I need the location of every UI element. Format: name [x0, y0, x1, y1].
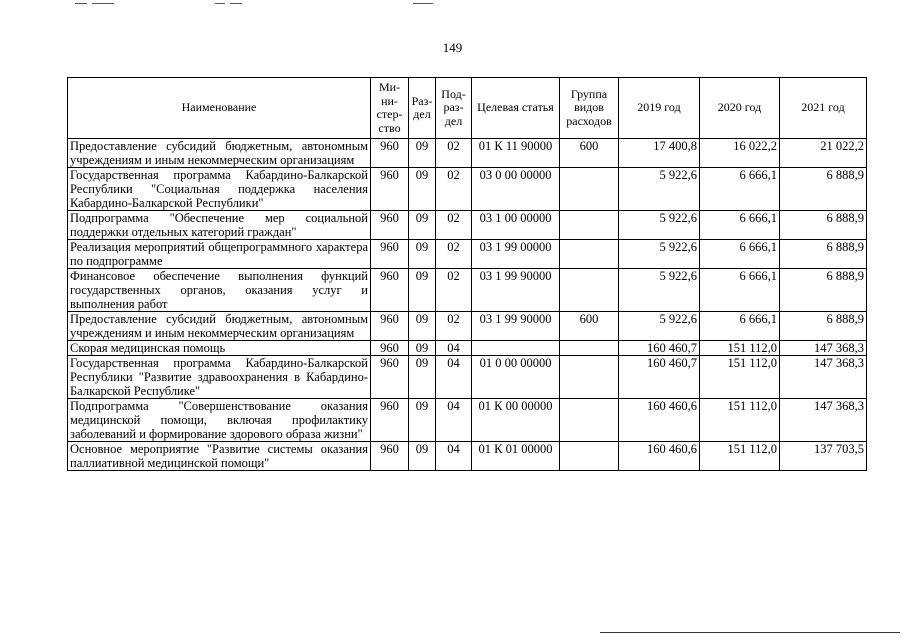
page-number: 149 [442, 40, 463, 55]
row-target-article: 03 1 99 00000 [472, 240, 560, 269]
row-value-2021: 6 888,9 [780, 312, 867, 341]
header-subsection: Под-раз-дел [436, 78, 472, 139]
row-name: Основное мероприятие "Развитие системы оказания паллиативной медицинской помощи" [68, 442, 371, 471]
row-value-2020: 16 022,2 [700, 139, 780, 168]
row-value-2021: 147 368,3 [780, 341, 867, 356]
row-target-article: 03 1 99 90000 [472, 269, 560, 312]
row-value-2021: 6 888,9 [780, 269, 867, 312]
row-name: Государственная программа Кабардино-Балкарской Республики "Развитие здравоохранения в Кабардино-Балкарской Республике" [68, 356, 371, 399]
header-section: Раз-дел [409, 78, 436, 139]
row-target-article: 03 0 00 00000 [472, 168, 560, 211]
header-ministry: Ми-ни-стер-ство [371, 78, 409, 139]
row-expense-group [560, 356, 619, 399]
row-target-article: 01 К 01 00000 [472, 442, 560, 471]
row-target-article: 01 К 00 00000 [472, 399, 560, 442]
row-subsection: 04 [436, 442, 472, 471]
row-value-2019: 160 460,6 [619, 399, 700, 442]
row-expense-group [560, 269, 619, 312]
row-subsection: 02 [436, 240, 472, 269]
table-row [68, 341, 867, 356]
row-value-2019: 160 460,7 [619, 356, 700, 399]
row-value-2021: 6 888,9 [780, 240, 867, 269]
row-expense-group: 600 [560, 312, 619, 341]
header-year-2019: 2019 год [619, 78, 700, 139]
row-ministry: 960 [371, 211, 409, 240]
row-ministry: 960 [371, 442, 409, 471]
row-name: Предоставление субсидий бюджетным, автономным учреждениям и иным некоммерческим организациям [68, 139, 371, 168]
row-expense-group [560, 399, 619, 442]
row-section: 09 [409, 139, 436, 168]
row-name: Скорая медицинская помощь [68, 341, 371, 356]
row-target-article: 03 1 00 00000 [472, 211, 560, 240]
row-ministry: 960 [371, 269, 409, 312]
row-ministry: 960 [371, 399, 409, 442]
table-header-row [68, 78, 867, 139]
row-name: Финансовое обеспечение выполнения функций государственных органов, оказания услуг и выполнения работ [68, 269, 371, 312]
table-row [68, 240, 867, 269]
row-value-2019: 5 922,6 [619, 269, 700, 312]
row-target-article: 01 0 00 00000 [472, 356, 560, 399]
row-section: 09 [409, 356, 436, 399]
row-name: Предоставление субсидий бюджетным, автономным учреждениям и иным некоммерческим организациям [68, 312, 371, 341]
row-value-2021: 21 022,2 [780, 139, 867, 168]
row-subsection: 04 [436, 341, 472, 356]
row-value-2019: 160 460,6 [619, 442, 700, 471]
row-name: Подпрограмма "Совершенствование оказания медицинской помощи, включая профилактику заболеваний и формирование здорового образа жизни" [68, 399, 371, 442]
row-subsection: 02 [436, 168, 472, 211]
table-row [68, 139, 867, 168]
row-ministry: 960 [371, 240, 409, 269]
row-subsection: 02 [436, 211, 472, 240]
row-value-2019: 5 922,6 [619, 168, 700, 211]
table-row [68, 356, 867, 399]
row-value-2020: 6 666,1 [700, 240, 780, 269]
row-subsection: 04 [436, 356, 472, 399]
row-value-2020: 151 112,0 [700, 356, 780, 399]
row-ministry: 960 [371, 139, 409, 168]
row-target-article: 01 К 11 90000 [472, 139, 560, 168]
row-value-2019: 5 922,6 [619, 312, 700, 341]
row-ministry: 960 [371, 168, 409, 211]
table-row [68, 312, 867, 341]
row-value-2021: 137 703,5 [780, 442, 867, 471]
row-value-2021: 147 368,3 [780, 399, 867, 442]
row-target-article [472, 341, 560, 356]
row-section: 09 [409, 168, 436, 211]
row-value-2021: 6 888,9 [780, 168, 867, 211]
header-expense-group: Группа видов расходов [560, 78, 619, 139]
row-value-2021: 147 368,3 [780, 356, 867, 399]
header-year-2021: 2021 год [780, 78, 867, 139]
row-ministry: 960 [371, 356, 409, 399]
row-subsection: 02 [436, 139, 472, 168]
row-section: 09 [409, 240, 436, 269]
row-value-2020: 151 112,0 [700, 341, 780, 356]
row-ministry: 960 [371, 312, 409, 341]
row-name: Подпрограмма "Обеспечение мер социальной поддержки отдельных категорий граждан" [68, 211, 371, 240]
row-value-2020: 6 666,1 [700, 312, 780, 341]
row-ministry: 960 [371, 341, 409, 356]
row-subsection: 04 [436, 399, 472, 442]
row-value-2020: 6 666,1 [700, 211, 780, 240]
row-value-2021: 6 888,9 [780, 211, 867, 240]
table-row [68, 168, 867, 211]
scan-artifact-bottom [600, 632, 900, 633]
row-value-2020: 6 666,1 [700, 168, 780, 211]
row-value-2020: 151 112,0 [700, 442, 780, 471]
header-target-article: Целевая статья [472, 78, 560, 139]
row-value-2019: 160 460,7 [619, 341, 700, 356]
row-expense-group [560, 442, 619, 471]
row-section: 09 [409, 312, 436, 341]
row-section: 09 [409, 341, 436, 356]
table-row [68, 442, 867, 471]
header-year-2020: 2020 год [700, 78, 780, 139]
row-name: Государственная программа Кабардино-Балкарской Республики "Социальная поддержка населения Кабардино-Балкарской Республики" [68, 168, 371, 211]
row-subsection: 02 [436, 269, 472, 312]
scan-artifacts-top [0, 0, 905, 10]
row-subsection: 02 [436, 312, 472, 341]
row-expense-group [560, 168, 619, 211]
row-value-2019: 5 922,6 [619, 240, 700, 269]
row-expense-group [560, 341, 619, 356]
row-section: 09 [409, 269, 436, 312]
table-row [68, 399, 867, 442]
row-expense-group [560, 240, 619, 269]
row-value-2020: 6 666,1 [700, 269, 780, 312]
row-value-2019: 17 400,8 [619, 139, 700, 168]
row-section: 09 [409, 211, 436, 240]
row-section: 09 [409, 399, 436, 442]
table-row [68, 269, 867, 312]
row-target-article: 03 1 99 90000 [472, 312, 560, 341]
row-expense-group: 600 [560, 139, 619, 168]
row-name: Реализация мероприятий общепрограммного характера по подпрограмме [68, 240, 371, 269]
row-expense-group [560, 211, 619, 240]
row-value-2019: 5 922,6 [619, 211, 700, 240]
row-section: 09 [409, 442, 436, 471]
row-value-2020: 151 112,0 [700, 399, 780, 442]
header-name: Наименование [68, 78, 371, 139]
table-row [68, 211, 867, 240]
budget-table [67, 77, 867, 471]
